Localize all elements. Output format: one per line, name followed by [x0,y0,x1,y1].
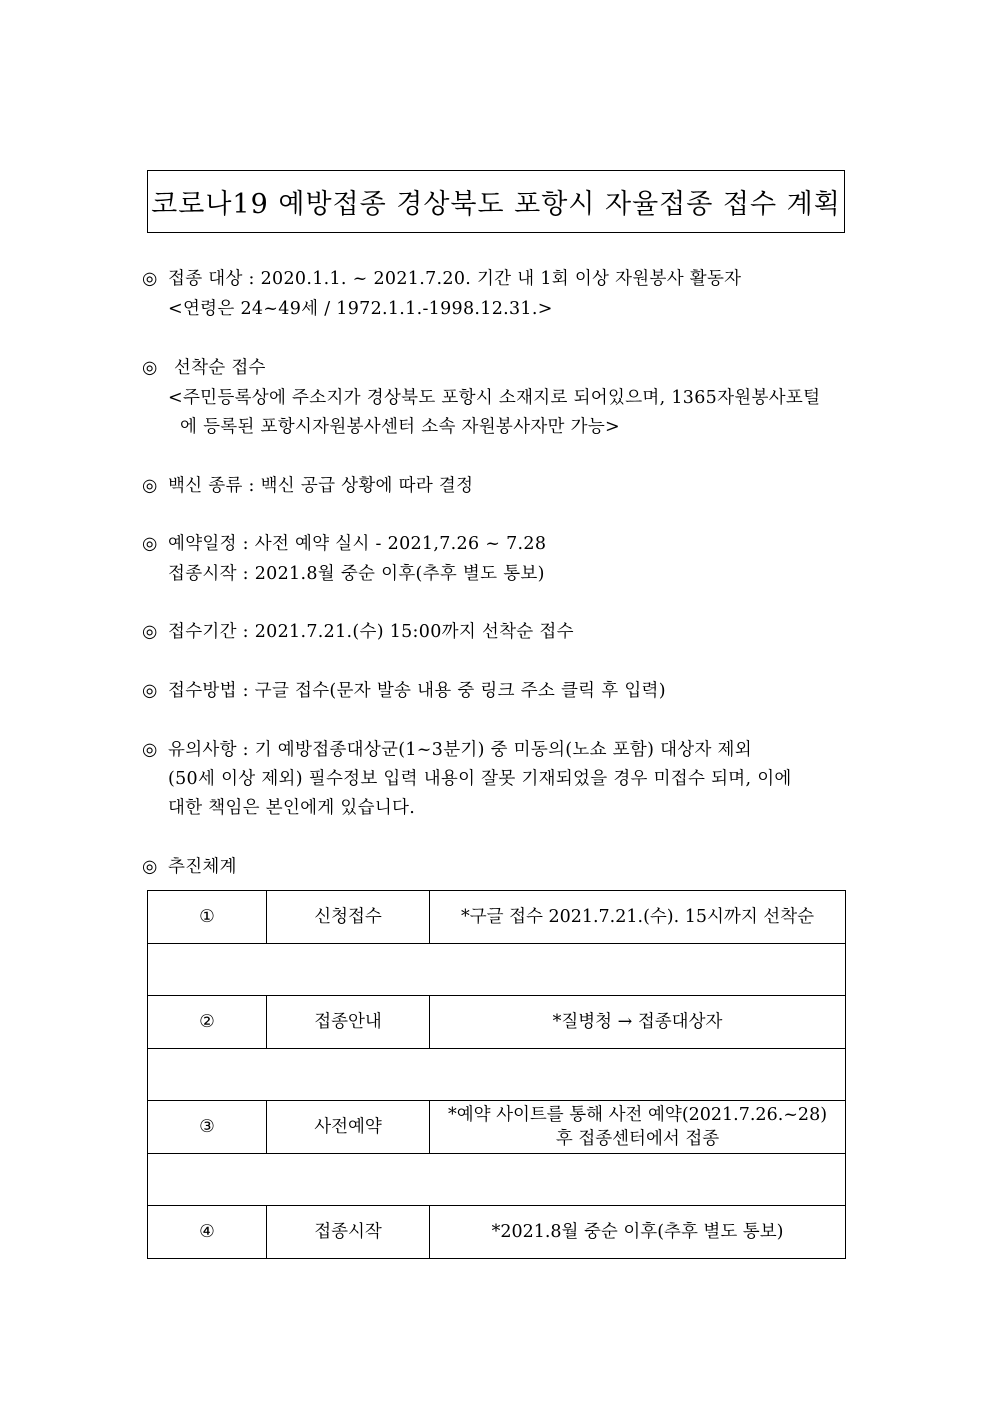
step-name: 접종안내 [267,996,430,1049]
process-heading: 추진체계 [168,857,237,877]
period-line-1: 접수기간 : 2021.7.21.(수) 15:00까지 선착순 접수 [168,622,574,642]
bullet-marker: ◎ [142,476,158,496]
method-line-1: 접수방법 : 구글 접수(문자 발송 내용 중 링크 주소 클릭 후 입력) [168,681,666,701]
vaccine-line-1: 백신 종류 : 백신 공급 상황에 따라 결정 [168,476,474,496]
bullet-marker: ◎ [142,857,158,877]
section-period [142,618,574,643]
document-title [147,170,845,233]
bullet-marker: ◎ [142,534,158,554]
step-number: ③ [148,1101,267,1154]
table-row [148,996,846,1049]
section-schedule [142,530,546,555]
step-name: 신청접수 [267,891,430,944]
first-come-line-2: <주민등록상에 주소지가 경상북도 포항시 소재지로 되어있으며, 1365자원봉사포털 [168,388,821,408]
notice-line-1: 유의사항 : 기 예방접종대상군(1~3분기) 중 미동의(노쇼 포함) 대상자 제외 [168,740,752,760]
bullet-marker: ◎ [142,269,158,289]
section-target [142,265,741,290]
step-description [430,1101,846,1154]
step-name: 접종시작 [267,1206,430,1259]
step-name: 사전예약 [267,1101,430,1154]
step-description: *구글 접수 2021.7.21.(수). 15시까지 선착순 [430,891,846,944]
table-spacer-row [148,1048,846,1101]
section-vaccine [142,472,473,497]
table-row [148,1101,846,1154]
first-come-line-3: 에 등록된 포항시자원봉사센터 소속 자원봉사자만 가능> [180,417,620,437]
first-come-line-1: 선착순 접수 [168,358,266,378]
table-row [148,1206,846,1259]
bullet-marker: ◎ [142,681,158,701]
step-number: ② [148,996,267,1049]
step-description: *질병청 → 접종대상자 [430,996,846,1049]
step-description-line-2: 후 접종센터에서 접종 [555,1128,720,1149]
bullet-marker: ◎ [142,740,158,760]
notice-line-2: (50세 이상 제외) 필수정보 입력 내용이 잘못 기재되었을 경우 미접수 되며, 이에 [168,769,792,789]
notice-line-3: 대한 책임은 본인에게 있습니다. [168,798,416,818]
table-spacer-row [148,943,846,996]
target-line-1: 접종 대상 : 2020.1.1. ~ 2021.7.20. 기간 내 1회 이상 자원봉사 활동자 [168,269,742,289]
step-number: ① [148,891,267,944]
step-number: ④ [148,1206,267,1259]
table-spacer-row [148,1153,846,1206]
step-description-line-1: *예약 사이트를 통해 사전 예약(2021.7.26.~28) [447,1104,828,1125]
schedule-line-1: 예약일정 : 사전 예약 실시 - 2021,7.26 ~ 7.28 [168,534,547,554]
section-process-heading [142,853,237,878]
bullet-marker: ◎ [142,622,158,642]
target-line-2: <연령은 24~49세 / 1972.1.1.-1998.12.31.> [168,299,553,319]
section-method [142,677,666,702]
section-notice [142,736,752,761]
bullet-marker: ◎ [142,358,158,378]
title-text: 코로나19 예방접종 경상북도 포항시 자율접종 접수 계획 [151,189,841,220]
step-description: *2021.8월 중순 이후(추후 별도 통보) [430,1206,846,1259]
schedule-line-2: 접종시작 : 2021.8월 중순 이후(추후 별도 통보) [168,564,545,584]
table-row [148,891,846,944]
process-table [147,890,846,1259]
section-first-come [142,354,266,379]
